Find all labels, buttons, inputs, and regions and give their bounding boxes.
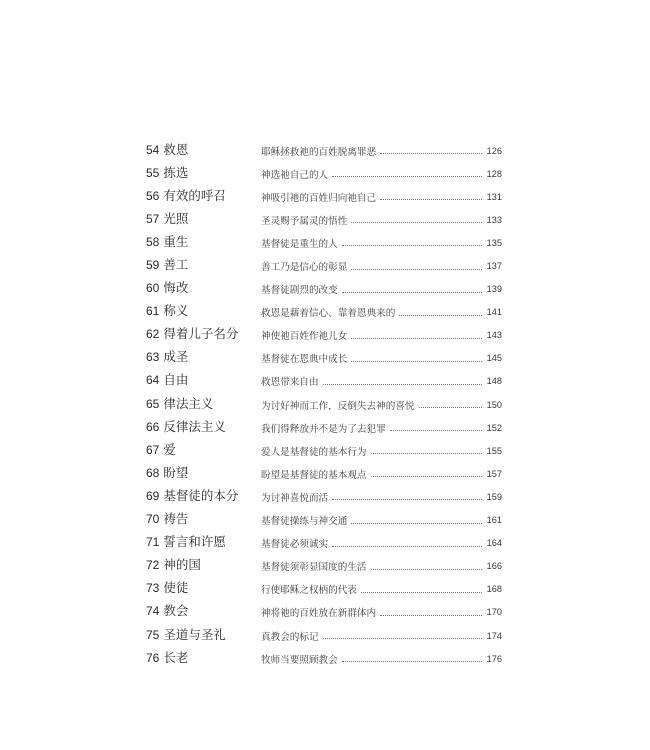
toc-entry[interactable]	[146, 645, 502, 668]
page-number: 176	[486, 653, 502, 664]
chapter-entry	[261, 259, 502, 273]
page-number: 170	[486, 607, 502, 618]
page-number: 126	[486, 145, 502, 156]
chapter-description: 基督徒操练与神交通	[261, 516, 348, 528]
chapter-title: 重生	[163, 233, 189, 249]
dot-leader	[380, 199, 482, 200]
chapter-description: 我们得释放并不是为了去犯罪	[261, 423, 386, 435]
dot-leader	[380, 153, 482, 154]
toc-entry[interactable]	[146, 322, 502, 345]
toc-entry[interactable]	[146, 553, 502, 576]
chapter-number: 69	[146, 488, 160, 503]
page-number: 157	[486, 468, 502, 479]
chapter-description: 牧师当要照顾教会	[261, 654, 338, 666]
chapter-title: 悔改	[163, 280, 189, 296]
dot-leader	[342, 661, 482, 662]
chapter-number: 61	[146, 304, 160, 319]
table-of-contents	[146, 137, 502, 668]
chapter-entry	[261, 559, 502, 573]
chapter-entry	[261, 398, 502, 412]
chapter-description: 神选祂自己的人	[261, 169, 329, 181]
chapter-heading	[146, 625, 261, 643]
chapter-description: 为讨好神而工作，反倒失去神的喜悦	[261, 400, 415, 412]
chapter-number: 65	[146, 396, 160, 411]
page-number: 150	[486, 399, 502, 410]
dot-leader	[371, 569, 482, 570]
chapter-number: 73	[146, 581, 160, 596]
chapter-entry	[261, 305, 502, 319]
chapter-entry	[261, 467, 502, 481]
chapter-entry	[261, 282, 502, 296]
chapter-number: 75	[146, 627, 160, 642]
chapter-description: 行使耶稣之权柄的代表	[261, 585, 357, 597]
dot-leader	[351, 338, 482, 339]
chapter-entry	[261, 351, 502, 365]
chapter-entry	[261, 421, 502, 435]
chapter-heading	[146, 278, 261, 296]
chapter-description: 救恩带来自由	[261, 377, 319, 389]
chapter-entry	[261, 328, 502, 342]
chapter-heading	[146, 648, 261, 666]
chapter-entry	[261, 513, 502, 527]
toc-entry[interactable]	[146, 530, 502, 553]
dot-leader	[380, 615, 482, 616]
chapter-title: 盼望	[163, 464, 189, 480]
chapter-number: 67	[146, 442, 160, 457]
toc-entry[interactable]	[146, 229, 502, 252]
toc-entry[interactable]	[146, 276, 502, 299]
chapter-entry	[261, 144, 502, 158]
dot-leader	[332, 499, 482, 500]
page-number: 168	[486, 584, 502, 595]
toc-entry[interactable]	[146, 368, 502, 391]
page-number: 137	[486, 261, 502, 272]
chapter-title: 圣道与圣礼	[163, 626, 226, 642]
chapter-title: 长老	[163, 649, 189, 665]
toc-entry[interactable]	[146, 183, 502, 206]
page-number: 174	[486, 630, 502, 641]
chapter-entry	[261, 190, 502, 204]
chapter-heading	[146, 140, 261, 158]
chapter-entry	[261, 605, 502, 619]
toc-entry[interactable]	[146, 483, 502, 506]
page-number: 155	[486, 445, 502, 456]
dot-leader	[323, 638, 482, 639]
chapter-number: 68	[146, 465, 160, 480]
chapter-title: 爱	[163, 441, 176, 457]
chapter-description: 真教会的标记	[261, 631, 319, 643]
dot-leader	[399, 315, 482, 316]
chapter-description: 救恩是藉着信心、靠着恩典来的	[261, 308, 396, 320]
chapter-heading	[146, 370, 261, 388]
chapter-title: 成圣	[163, 349, 189, 365]
chapter-heading	[146, 509, 261, 527]
chapter-heading	[146, 186, 261, 204]
chapter-title: 反律法主义	[163, 418, 226, 434]
dot-leader	[342, 245, 482, 246]
chapter-heading	[146, 209, 261, 227]
chapter-number: 54	[146, 142, 160, 157]
page-number: 128	[486, 168, 502, 179]
chapter-description: 基督徒须彰显国度的生活	[261, 562, 367, 574]
chapter-description: 神使祂百姓作祂儿女	[261, 331, 348, 343]
chapter-title: 基督徒的本分	[163, 487, 239, 503]
chapter-heading	[146, 417, 261, 435]
page-number: 145	[486, 353, 502, 364]
chapter-number: 56	[146, 188, 160, 203]
page-number: 152	[486, 422, 502, 433]
page-number: 159	[486, 491, 502, 502]
chapter-heading	[146, 463, 261, 481]
toc-entry[interactable]	[146, 460, 502, 483]
chapter-title: 誓言和许愿	[163, 534, 226, 550]
chapter-heading	[146, 255, 261, 273]
chapter-entry	[261, 236, 502, 250]
dot-leader	[332, 546, 482, 547]
page-number: 148	[486, 376, 502, 387]
chapter-description: 基督徒必须诚实	[261, 539, 329, 551]
page-number: 131	[486, 191, 502, 202]
toc-entry[interactable]	[146, 391, 502, 414]
dot-leader	[361, 592, 482, 593]
chapter-entry	[261, 629, 502, 643]
page-number: 141	[486, 307, 502, 318]
chapter-heading	[146, 324, 261, 342]
chapter-number: 63	[146, 350, 160, 365]
dot-leader	[390, 430, 482, 431]
page-number: 164	[486, 538, 502, 549]
chapter-title: 神的国	[163, 557, 201, 573]
page-number: 143	[486, 330, 502, 341]
dot-leader	[419, 407, 483, 408]
chapter-title: 有效的呼召	[163, 187, 226, 203]
chapter-number: 58	[146, 234, 160, 249]
chapter-description: 神将祂的百姓放在新群体内	[261, 608, 377, 620]
chapter-number: 60	[146, 281, 160, 296]
chapter-title: 祷告	[163, 511, 189, 527]
chapter-title: 使徒	[163, 580, 189, 596]
chapter-number: 57	[146, 211, 160, 226]
chapter-entry	[261, 167, 502, 181]
chapter-entry	[261, 536, 502, 550]
chapter-heading	[146, 232, 261, 250]
chapter-heading	[146, 555, 261, 573]
chapter-number: 74	[146, 604, 160, 619]
chapter-heading	[146, 532, 261, 550]
chapter-title: 拣选	[163, 164, 189, 180]
chapter-heading	[146, 486, 261, 504]
chapter-title: 教会	[163, 603, 189, 619]
toc-entry[interactable]	[146, 622, 502, 645]
chapter-entry	[261, 652, 502, 666]
page-number: 161	[486, 515, 502, 526]
chapter-title: 善工	[163, 257, 189, 273]
toc-entry[interactable]	[146, 252, 502, 275]
page-number: 166	[486, 561, 502, 572]
dot-leader	[351, 523, 482, 524]
chapter-title: 光照	[163, 210, 189, 226]
chapter-number: 66	[146, 419, 160, 434]
chapter-description: 基督徒剧烈的改变	[261, 285, 338, 297]
toc-entry[interactable]	[146, 137, 502, 160]
chapter-number: 62	[146, 327, 160, 342]
chapter-number: 71	[146, 535, 160, 550]
toc-entry[interactable]	[146, 414, 502, 437]
chapter-description: 耶稣拯救祂的百姓脱离罪恶	[261, 146, 377, 158]
chapter-entry	[261, 213, 502, 227]
chapter-title: 得着儿子名分	[163, 326, 239, 342]
chapter-title: 称义	[163, 303, 189, 319]
chapter-heading	[146, 394, 261, 412]
chapter-title: 自由	[163, 372, 189, 388]
toc-entry[interactable]	[146, 437, 502, 460]
chapter-description: 基督徒在恩典中成长	[261, 354, 348, 366]
page-number: 135	[486, 237, 502, 248]
dot-leader	[351, 222, 482, 223]
chapter-entry	[261, 490, 502, 504]
page-number: 139	[486, 284, 502, 295]
chapter-description: 神吸引祂的百姓归向祂自己	[261, 192, 377, 204]
dot-leader	[371, 453, 482, 454]
toc-entry[interactable]	[146, 345, 502, 368]
chapter-heading	[146, 163, 261, 181]
chapter-number: 76	[146, 650, 160, 665]
chapter-number: 59	[146, 258, 160, 273]
dot-leader	[323, 384, 482, 385]
chapter-heading	[146, 440, 261, 458]
dot-leader	[351, 269, 482, 270]
toc-entry[interactable]	[146, 160, 502, 183]
dot-leader	[342, 292, 482, 293]
chapter-number: 72	[146, 558, 160, 573]
chapter-heading	[146, 578, 261, 596]
page-number: 133	[486, 214, 502, 225]
chapter-entry	[261, 374, 502, 388]
chapter-heading	[146, 601, 261, 619]
chapter-number: 70	[146, 512, 160, 527]
chapter-title: 律法主义	[163, 395, 214, 411]
toc-entry[interactable]	[146, 576, 502, 599]
chapter-entry	[261, 444, 502, 458]
dot-leader	[332, 176, 482, 177]
chapter-heading	[146, 347, 261, 365]
dot-leader	[371, 476, 482, 477]
chapter-title: 救恩	[163, 141, 189, 157]
chapter-description: 爱人是基督徒的基本行为	[261, 446, 367, 458]
toc-entry[interactable]	[146, 299, 502, 322]
chapter-entry	[261, 582, 502, 596]
chapter-number: 64	[146, 373, 160, 388]
chapter-number: 55	[146, 165, 160, 180]
chapter-description: 盼望是基督徒的基本观点	[261, 469, 367, 481]
chapter-heading	[146, 301, 261, 319]
chapter-description: 基督徒是重生的人	[261, 238, 338, 250]
toc-entry[interactable]	[146, 507, 502, 530]
toc-entry[interactable]	[146, 206, 502, 229]
dot-leader	[351, 361, 482, 362]
chapter-description: 圣灵赐予属灵的悟性	[261, 215, 348, 227]
chapter-description: 善工乃是信心的彰显	[261, 262, 348, 274]
toc-entry[interactable]	[146, 599, 502, 622]
chapter-description: 为讨神喜悦而活	[261, 492, 329, 504]
